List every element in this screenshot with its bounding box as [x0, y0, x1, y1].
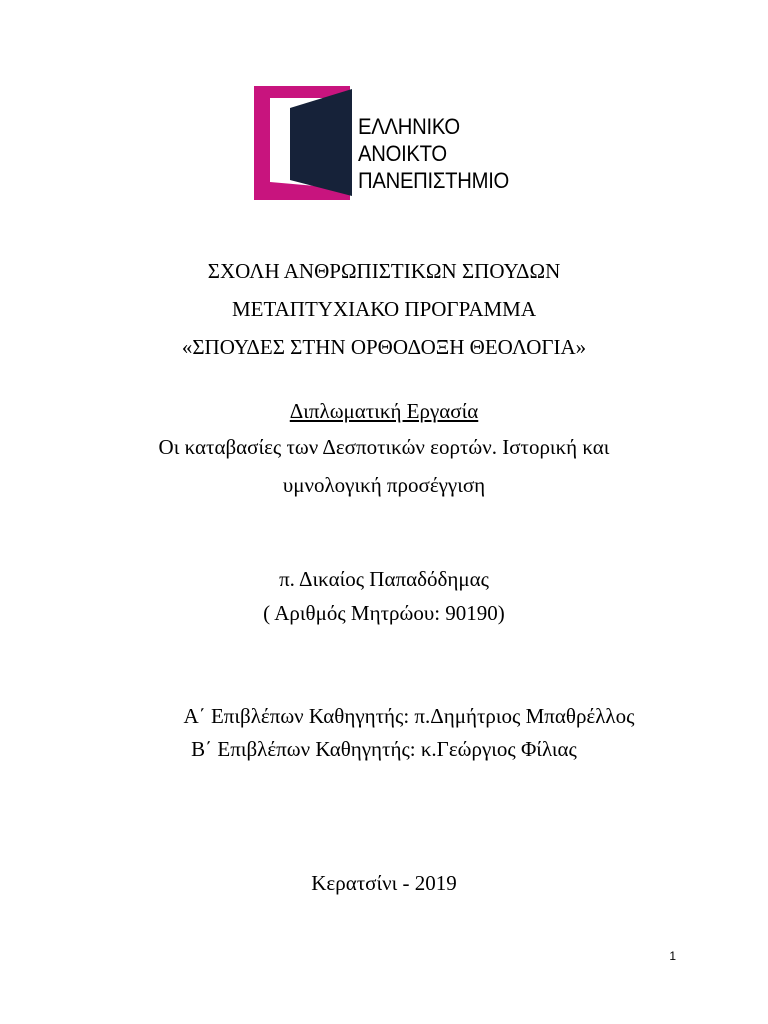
logo-line-3: ΠΑΝΕΠΙΣΤΗΜΙΟ	[358, 168, 510, 193]
thesis-title-line-2: υμνολογική προσέγγιση	[282, 473, 486, 497]
logo-mark-icon	[254, 86, 354, 200]
page-number: 1	[669, 949, 676, 963]
logo-wordmark	[358, 113, 509, 194]
supervisor-b: Β΄ Επιβλέπων Καθηγητής: κ.Γεώργιος Φίλιας	[191, 737, 577, 761]
author-name: π. Δικαίος Παπαδόδημας	[279, 567, 489, 591]
university-logo	[254, 86, 524, 200]
school-name: ΣΧΟΛΗ ΑΝΘΡΩΠΙΣΤΙΚΩΝ ΣΠΟΥΔΩΝ	[207, 259, 561, 283]
logo-line-2: ΑΝΟΙΚΤΟ	[358, 141, 447, 166]
program-name: «ΣΠΟΥΔΕΣ ΣΤΗΝ ΟΡΘΟΔΟΞΗ ΘΕΟΛΟΓΙΑ»	[181, 335, 587, 359]
registration-number: ( Αριθμός Μητρώου: 90190)	[263, 601, 505, 625]
logo-line-1: ΕΛΛΗΝΙΚΟ	[358, 114, 460, 139]
thesis-label: Διπλωματική Εργασία	[289, 399, 479, 423]
place-year: Κερατσίνι - 2019	[311, 871, 457, 895]
supervisor-a: Α΄ Επιβλέπων Καθηγητής: π.Δημήτριος Μπαθρέλλος	[183, 704, 635, 728]
program-heading: ΜΕΤΑΠΤΥΧΙΑΚΟ ΠΡΟΓΡΑΜΜΑ	[231, 297, 537, 321]
thesis-title-line-1: Οι καταβασίες των Δεσποτικών εορτών. Ιστορική και	[158, 435, 610, 459]
